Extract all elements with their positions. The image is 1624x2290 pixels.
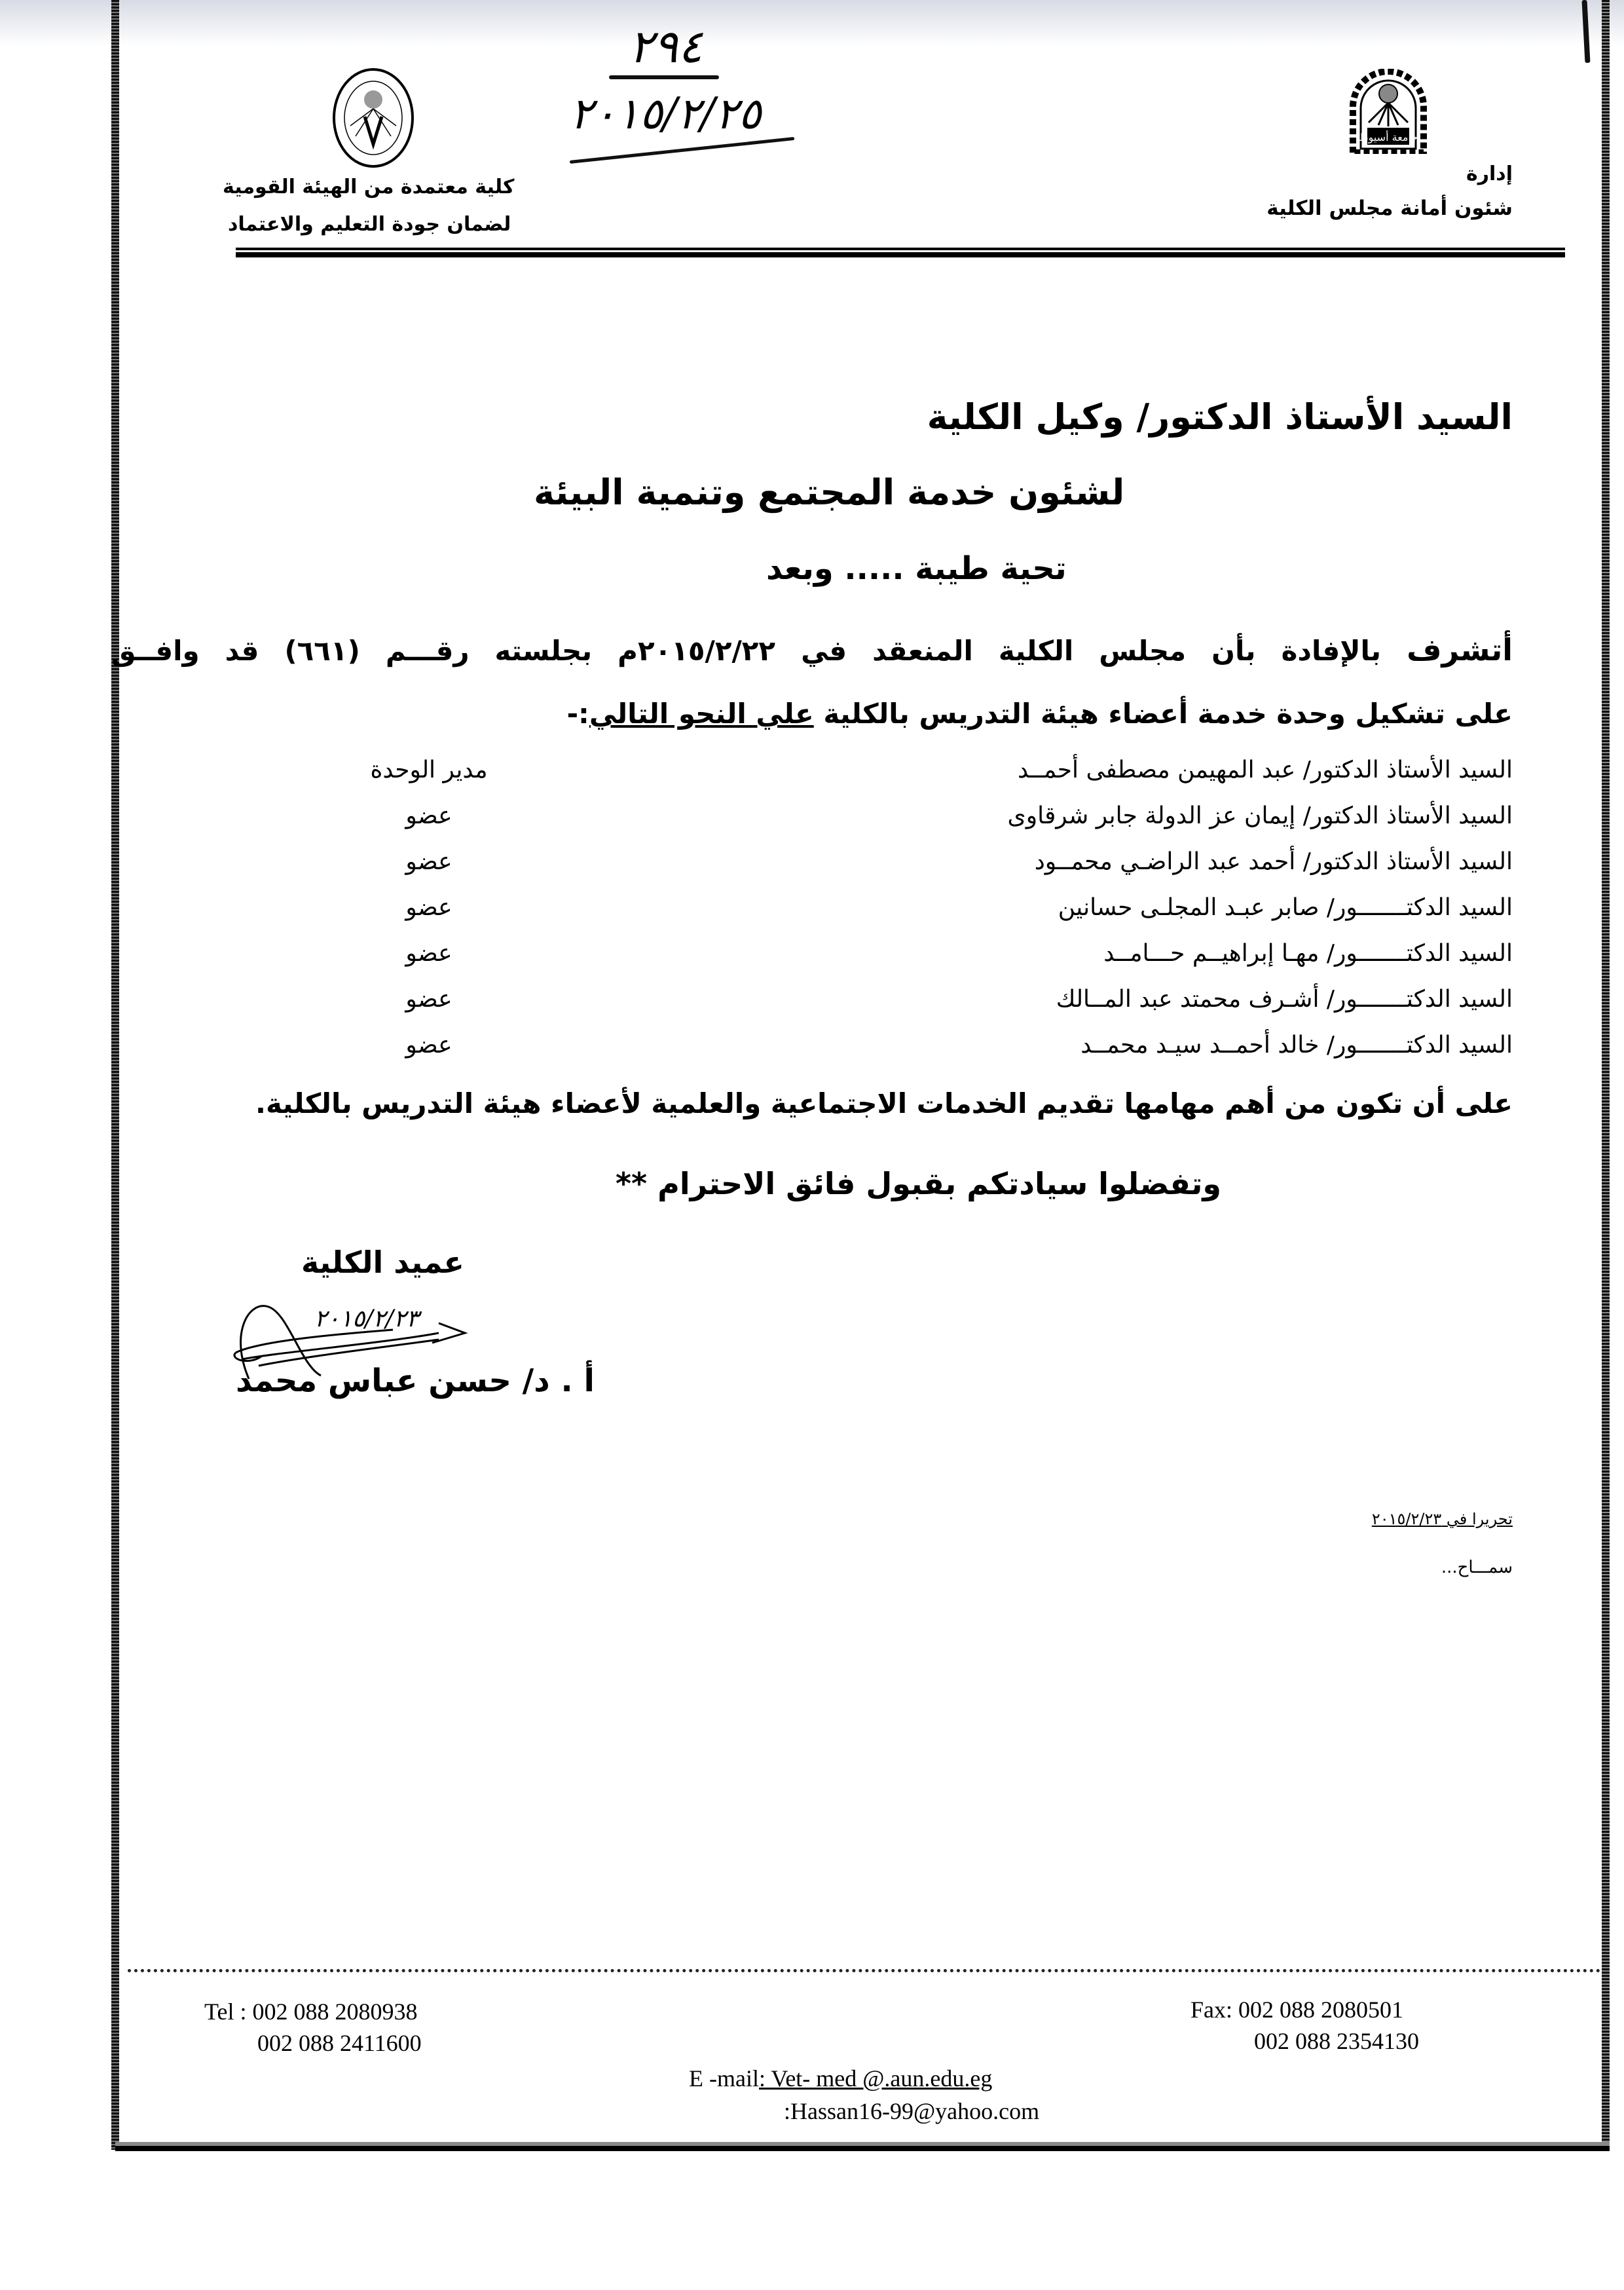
member-row xyxy=(288,848,1513,894)
closing-regards: وتفضلوا سيادتكم بقبول فائق الاحترام ** xyxy=(616,1166,1221,1201)
paragraph-1 xyxy=(111,632,1513,667)
member-role: عضو xyxy=(405,1032,452,1059)
email-label: E -mail xyxy=(689,2065,759,2092)
email-line-1 xyxy=(689,2065,992,2092)
member-row xyxy=(288,940,1513,986)
member-name: السيد الأستاذ الدكتور/ إيمان عز الدولة جابر شرقاوى xyxy=(1007,802,1513,829)
member-name: السيد الدكتـــــــور/ صابر عبـد المجلـى حسانين xyxy=(1058,894,1513,921)
header-divider xyxy=(236,248,1565,257)
member-role: مدير الوحدة xyxy=(370,757,488,783)
page-border-left xyxy=(111,0,119,2150)
member-name: السيد الدكتـــــــور/ خالد أحمــد سيـد محمــد xyxy=(1080,1032,1513,1059)
addressee-line-1: السيد الأستاذ الدكتور/ وكيل الكلية xyxy=(927,396,1513,438)
member-row xyxy=(288,757,1513,802)
member-role: عضو xyxy=(405,848,452,875)
handwritten-date: ٢٠١٥/٢/٢٥ xyxy=(570,88,762,139)
members-list xyxy=(288,757,1513,1078)
member-name: السيد الأستاذ الدكتور/ عبد المهيمن مصطفى أحمــد xyxy=(1017,757,1513,783)
page-border-right xyxy=(1602,0,1610,2150)
typist-name: سمـــاح... xyxy=(1441,1558,1513,1577)
telephone-2: 002 088 2411600 xyxy=(257,2030,422,2056)
member-row xyxy=(288,986,1513,1032)
paragraph-2-text: على تشكيل وحدة خدمة أعضاء هيئة التدريس بالكلية xyxy=(823,698,1513,730)
member-role: عضو xyxy=(405,894,452,921)
paragraph-1-text: بالإفادة بأن مجلس الكلية المنعقد في ٢٠١٥/٢/٢٢م بجلسته رقـــم (٦٦١) قد وافــق xyxy=(111,635,1382,667)
member-name: السيد الدكتـــــــور/ مهـا إبراهيــم حـــامــد xyxy=(1103,940,1513,967)
email-link-1[interactable]: : Vet- med @.aun.edu.eg xyxy=(758,2065,993,2092)
member-row xyxy=(288,802,1513,848)
handwritten-underline xyxy=(609,75,719,79)
member-row xyxy=(288,894,1513,940)
member-name: السيد الدكتـــــــور/ أشـرف محمتد عبد المــالك xyxy=(1056,986,1513,1013)
closing-paragraph: على أن تكون من أهم مهامها تقديم الخدمات الاجتماعية والعلمية لأعضاء هيئة التدريس بالكلية. xyxy=(255,1087,1513,1119)
department-label: إدارة xyxy=(1466,162,1513,185)
page-border-bottom xyxy=(115,2142,1610,2151)
handwritten-underline xyxy=(570,137,795,164)
accreditation-line-1: كلية معتمدة من الهيئة القومية xyxy=(223,176,515,198)
signatory-name: أ . د/ حسن عباس محمد xyxy=(236,1362,595,1399)
paragraph-2-end: :- xyxy=(566,698,589,730)
drafted-date: تحريرا في ٢٠١٥/٢/٢٣ xyxy=(1371,1510,1513,1528)
member-role: عضو xyxy=(405,940,452,967)
university-logo-icon xyxy=(1349,69,1428,154)
addressee-line-2: لشئون خدمة المجتمع وتنمية البيئة xyxy=(534,472,1125,513)
telephone-1: Tel : 002 088 2080938 xyxy=(204,1999,418,2025)
faculty-logo-icon xyxy=(331,66,416,170)
fax-2: 002 088 2354130 xyxy=(1254,2028,1419,2054)
handwritten-reference-number: ٢٩٤ xyxy=(629,20,703,73)
scan-shading xyxy=(0,0,1624,46)
greeting: تحية طيبة ..... وبعد xyxy=(766,550,1067,587)
signature-date: ٢٠١٥/٢/٢٣ xyxy=(314,1305,419,1332)
fax-1: Fax: 002 088 2080501 xyxy=(1190,1997,1404,2023)
member-row xyxy=(288,1032,1513,1078)
department-name: شئون أمانة مجلس الكلية xyxy=(1266,197,1513,220)
paragraph-2-underlined: علي النحو التالي xyxy=(589,698,814,730)
member-name: السيد الأستاذ الدكتور/ أحمد عبد الراضـي محمــود xyxy=(1034,848,1513,875)
footer-divider xyxy=(128,1969,1601,1972)
member-role: عضو xyxy=(405,802,452,829)
university-logo-text: جامعة أسيوط xyxy=(1358,131,1418,143)
paragraph-2 xyxy=(567,698,1513,730)
accreditation-line-2: لضمان جودة التعليم والاعتماد xyxy=(228,213,511,236)
paragraph-1-lead: أتشرف xyxy=(1407,632,1513,667)
email-link-2[interactable]: :Hassan16-99@yahoo.com xyxy=(784,2098,1040,2124)
member-role: عضو xyxy=(405,986,452,1013)
signatory-title: عميد الكلية xyxy=(301,1245,464,1280)
